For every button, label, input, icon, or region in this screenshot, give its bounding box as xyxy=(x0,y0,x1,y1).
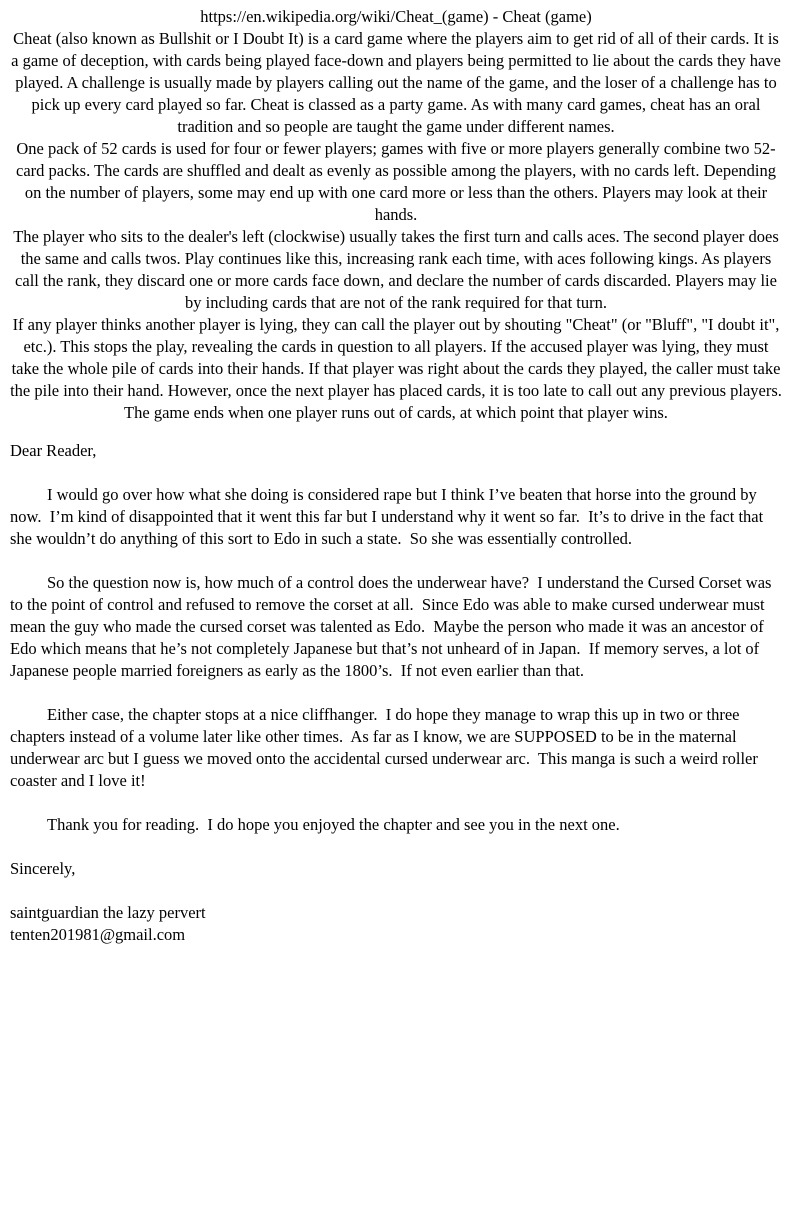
letter-paragraph-1: I would go over how what she doing is considered rape but I think I’ve beaten that horse into the ground by now. I’m kind of disappointed that it went this far but I understand why it went so far. It’s to drive in the fact that she wouldn’t do anything of this sort to Edo in such a state. So she was essentially controlled. xyxy=(10,485,768,548)
wiki-paragraph-game-end: The game ends when one player runs out of cards, at which point that player wins. xyxy=(124,403,668,422)
reader-letter-section xyxy=(10,440,782,946)
wiki-paragraph-challenges: If any player thinks another player is lying, they can call the player out by shouting "Cheat" (or "Bluff", "I doubt it", etc.). This stops the play, revealing the cards in question to all players. If the accused player was lying, they must take the whole pile of cards into their hands. If that player was right about the cards they played, the caller must take the pile into their hand. However, once the next player has placed cards, it is too late to call out any previous players. xyxy=(10,315,782,400)
wiki-excerpt-section xyxy=(10,6,782,424)
letter-paragraph-2: So the question now is, how much of a control does the underwear have? I understand the Cursed Corset was to the point of control and refused to remove the corset at all. Since Edo was able to make cursed underwear must mean the guy who made the cursed corset was talented as Edo. Maybe the person who made it was an ancestor of Edo which means that he’s not completely Japanese but that’s not unheard of in Japan. If memory serves, a lot of Japanese people married foreigners as early as the 1800’s. If not even earlier than that. xyxy=(10,573,776,680)
wiki-source-line: https://en.wikipedia.org/wiki/Cheat_(game) - Cheat (game) xyxy=(200,7,592,26)
letter-closing: Sincerely, xyxy=(10,859,76,878)
letter-paragraph-3: Either case, the chapter stops at a nice cliffhanger. I do hope they manage to wrap this up in two or three chapters instead of a volume later like other times. As far as I know, we are SUPPOSED to be in the maternal underwear arc but I guess we moved onto the accidental cursed underwear arc. This manga is such a weird roller coaster and I love it! xyxy=(10,705,762,790)
wiki-paragraph-deck-setup: One pack of 52 cards is used for four or fewer players; games with five or more players generally combine two 52-card packs. The cards are shuffled and dealt as evenly as possible among the players, with no cards left. Depending on the number of players, some may end up with one card more or less than the others. Players may look at their hands. xyxy=(16,139,776,224)
signature-block xyxy=(10,902,782,946)
letter-paragraph-thanks: Thank you for reading. I do hope you enjoyed the chapter and see you in the next one. xyxy=(47,815,620,834)
wiki-paragraph-turn-order: The player who sits to the dealer's left (clockwise) usually takes the first turn and calls aces. The second player does the same and calls twos. Play continues like this, increasing rank each time, with aces following kings. As players call the rank, they discard one or more cards face down, and declare the number of cards discarded. Players may lie by including cards that are not of the rank required for that turn. xyxy=(13,227,779,312)
signature-name: saintguardian the lazy pervert xyxy=(10,903,206,922)
letter-salutation: Dear Reader, xyxy=(10,441,97,460)
wiki-paragraph-rules-overview: Cheat (also known as Bullshit or I Doubt It) is a card game where the players aim to get rid of all of their cards. It is a game of deception, with cards being played face-down and players being permitted to lie about the cards they have played. A challenge is usually made by players calling out the name of the game, and the loser of a challenge has to pick up every card played so far. Cheat is classed as a party game. As with many card games, cheat has an oral tradition and so people are taught the game under different names. xyxy=(11,29,781,136)
signature-email: tenten201981@gmail.com xyxy=(10,925,186,944)
